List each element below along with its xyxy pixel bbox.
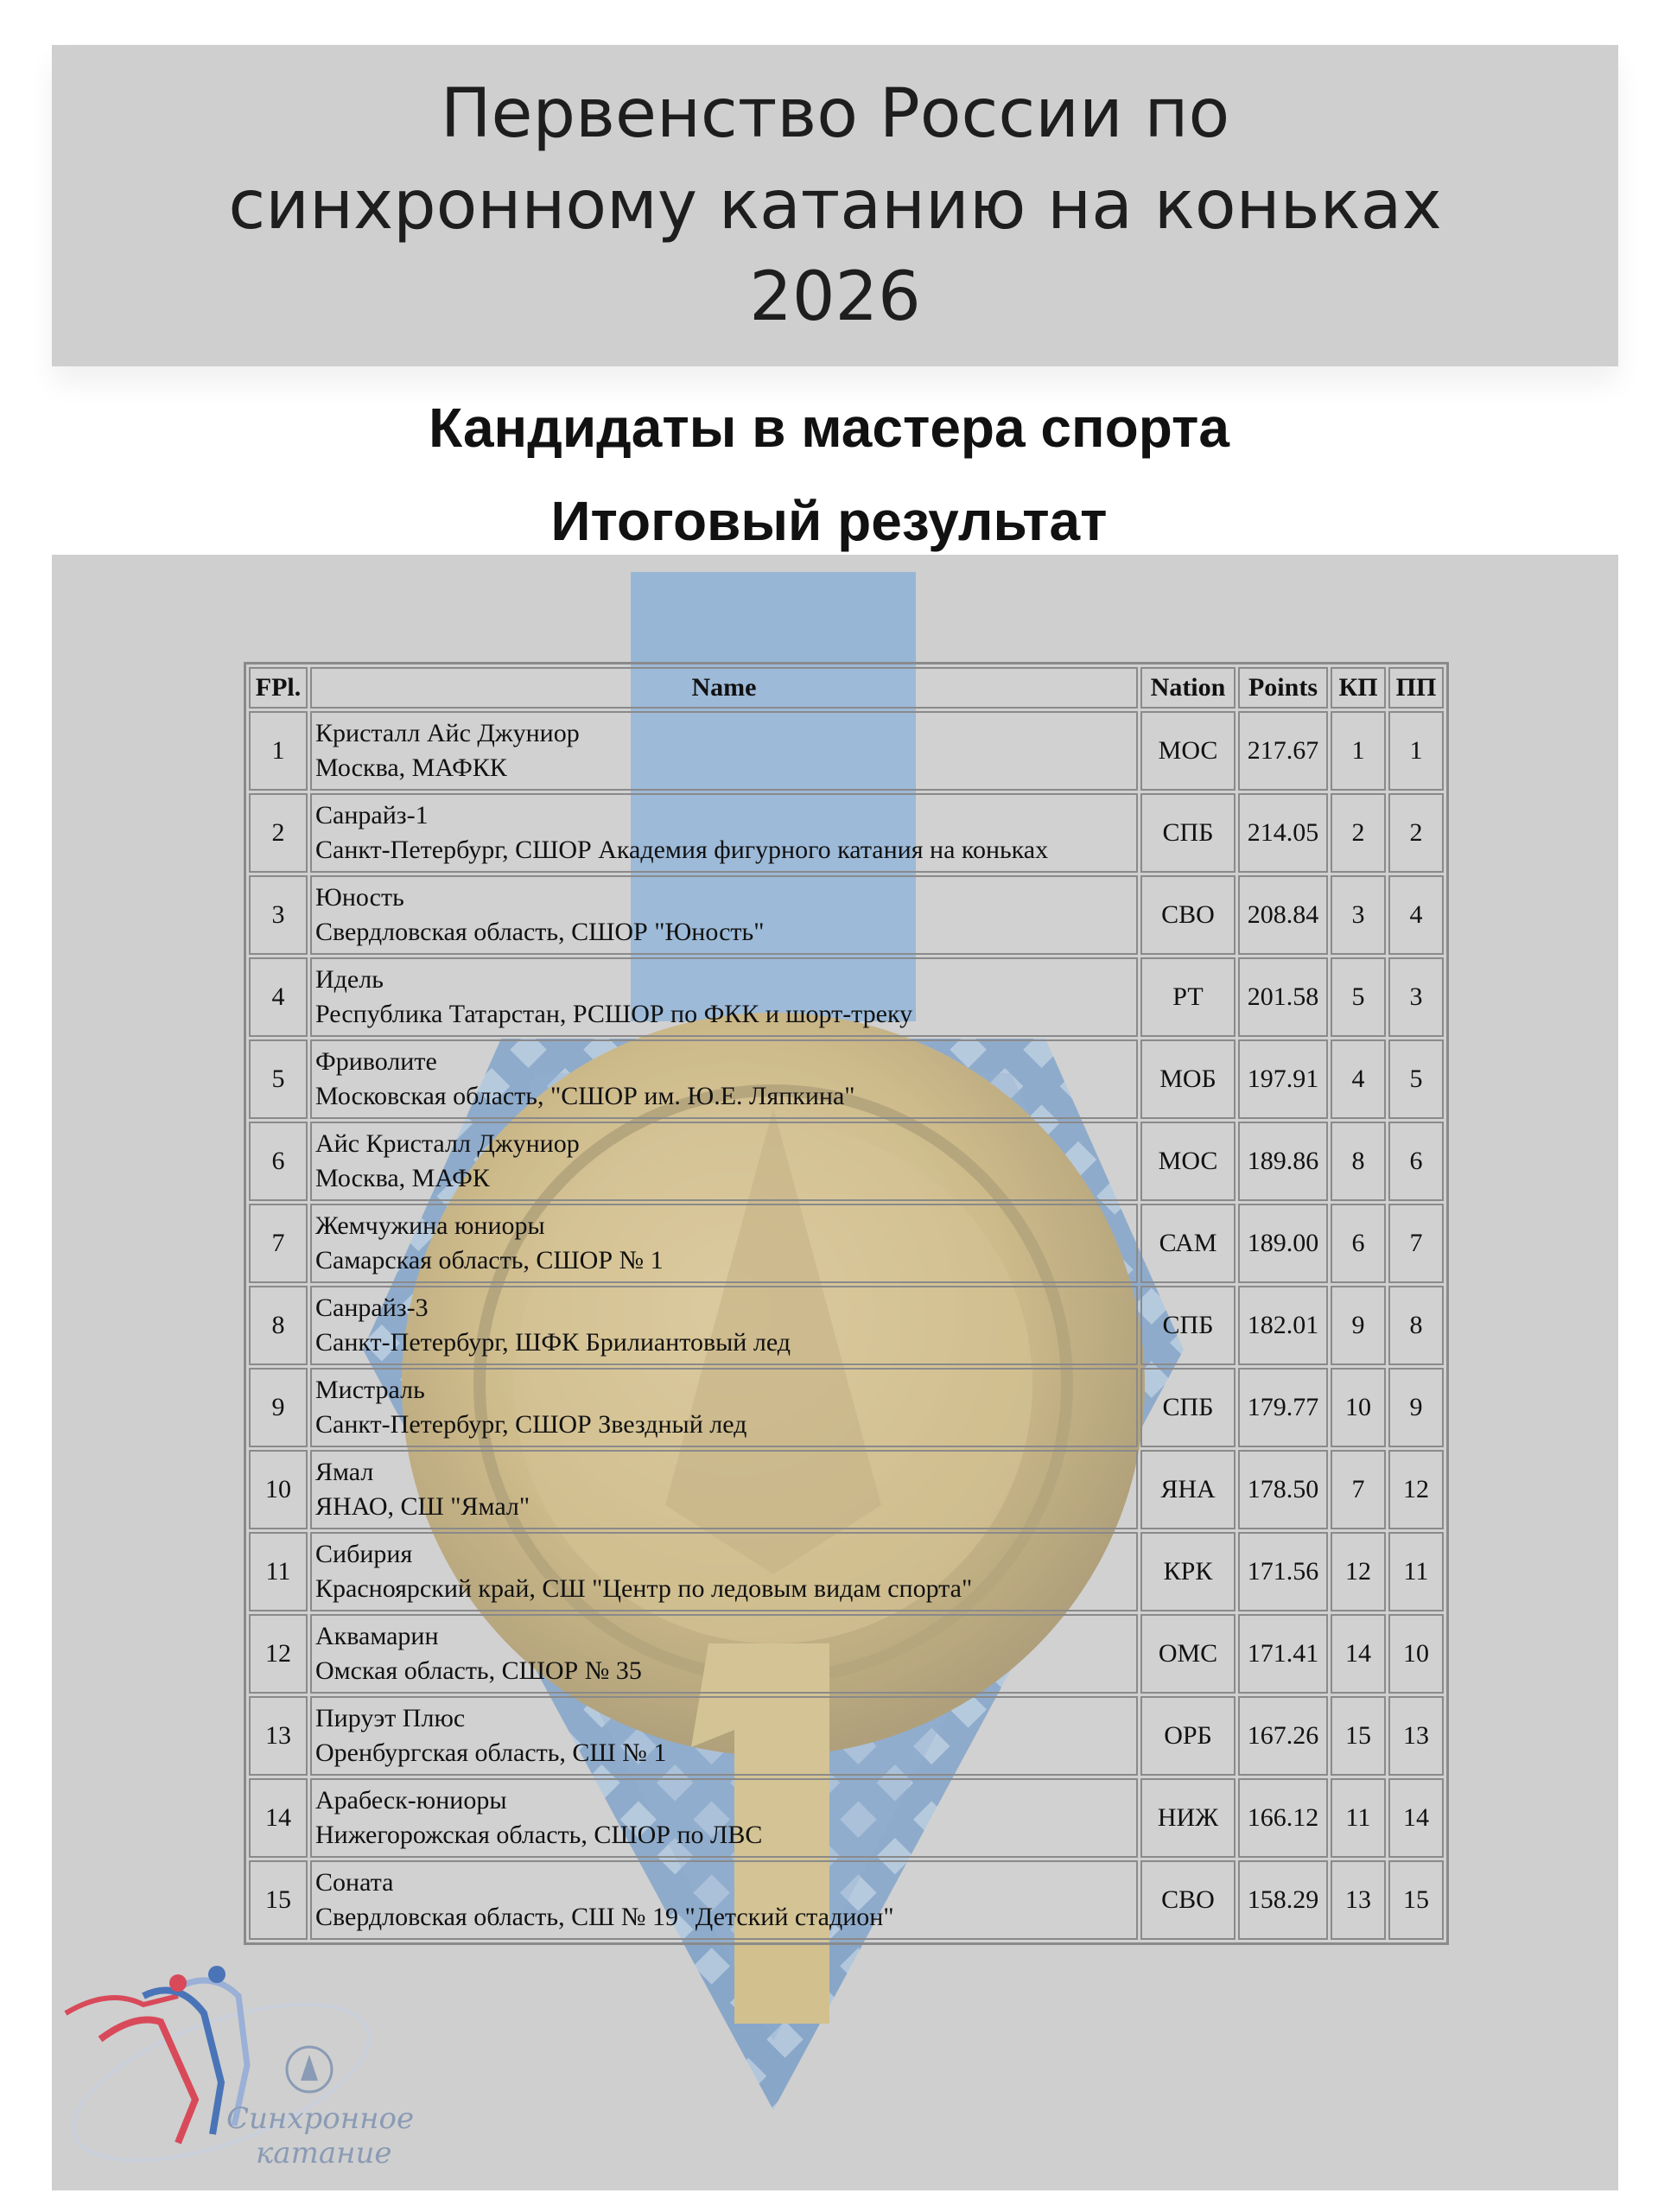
place-cell: 9 xyxy=(249,1368,308,1447)
place-cell: 4 xyxy=(249,957,308,1037)
results-body xyxy=(249,711,1444,1940)
team-club: Свердловская область, СШ № 19 "Детский стадион" xyxy=(315,1903,894,1931)
place-cell: 15 xyxy=(249,1860,308,1940)
points-cell: 208.84 xyxy=(1238,875,1328,955)
pp-cell: 1 xyxy=(1388,711,1444,791)
table-row xyxy=(249,1450,1444,1529)
nation-cell: ЯНА xyxy=(1140,1450,1236,1529)
pp-cell: 6 xyxy=(1388,1122,1444,1201)
team-club: Республика Татарстан, РСШОР по ФКК и шорт-треку xyxy=(315,1000,913,1028)
team-name: Фриволите xyxy=(315,1047,437,1076)
team-club: Московская область, "СШОР им. Ю.Е. Ляпкина" xyxy=(315,1082,855,1110)
place-cell: 12 xyxy=(249,1614,308,1694)
pp-cell: 5 xyxy=(1388,1039,1444,1119)
team-name: Юность xyxy=(315,883,404,912)
title-line-2: синхронному катанию на коньках xyxy=(228,167,1442,245)
place-cell: 3 xyxy=(249,875,308,955)
name-cell xyxy=(310,1450,1138,1529)
table-row xyxy=(249,1860,1444,1940)
name-cell xyxy=(310,875,1138,955)
name-cell xyxy=(310,1860,1138,1940)
nation-cell: РТ xyxy=(1140,957,1236,1037)
team-club: Оренбургская область, СШ № 1 xyxy=(315,1738,667,1767)
nation-cell: СПБ xyxy=(1140,1368,1236,1447)
place-cell: 7 xyxy=(249,1204,308,1283)
title-banner xyxy=(52,45,1618,366)
points-cell: 178.50 xyxy=(1238,1450,1328,1529)
pp-cell: 3 xyxy=(1388,957,1444,1037)
team-name: Жемчужина юниоры xyxy=(315,1211,545,1240)
name-cell xyxy=(310,1122,1138,1201)
name-cell xyxy=(310,1368,1138,1447)
kp-cell: 11 xyxy=(1331,1778,1386,1858)
pp-cell: 2 xyxy=(1388,793,1444,873)
place-cell: 11 xyxy=(249,1532,308,1611)
team-name: Соната xyxy=(315,1868,394,1897)
name-cell xyxy=(310,1286,1138,1365)
team-name: Идель xyxy=(315,965,384,994)
table-row xyxy=(249,1778,1444,1858)
team-name: Ямал xyxy=(315,1458,374,1486)
team-club: Москва, МАФКК xyxy=(315,753,507,782)
kp-cell: 7 xyxy=(1331,1450,1386,1529)
logo-text-line-2: катание xyxy=(256,2136,392,2171)
name-cell xyxy=(310,1039,1138,1119)
title-line-3: 2026 xyxy=(749,258,921,336)
nation-cell: МОС xyxy=(1140,711,1236,791)
team-club: Нижегорожская область, СШОР по ЛВС xyxy=(315,1821,763,1849)
pp-cell: 11 xyxy=(1388,1532,1444,1611)
kp-cell: 4 xyxy=(1331,1039,1386,1119)
column-header-points: Points xyxy=(1238,667,1328,709)
table-header-row xyxy=(249,667,1444,709)
place-cell: 1 xyxy=(249,711,308,791)
kp-cell: 10 xyxy=(1331,1368,1386,1447)
table-row xyxy=(249,1532,1444,1611)
kp-cell: 1 xyxy=(1331,711,1386,791)
nation-cell: СВО xyxy=(1140,875,1236,955)
points-cell: 214.05 xyxy=(1238,793,1328,873)
team-name: Айс Кристалл Джуниор xyxy=(315,1129,580,1158)
pp-cell: 14 xyxy=(1388,1778,1444,1858)
name-cell xyxy=(310,793,1138,873)
kp-cell: 9 xyxy=(1331,1286,1386,1365)
team-name: Мистраль xyxy=(315,1376,425,1404)
place-cell: 13 xyxy=(249,1696,308,1776)
points-cell: 179.77 xyxy=(1238,1368,1328,1447)
nation-cell: СВО xyxy=(1140,1860,1236,1940)
kp-cell: 5 xyxy=(1331,957,1386,1037)
kp-cell: 6 xyxy=(1331,1204,1386,1283)
team-name: Пируэт Плюс xyxy=(315,1704,466,1732)
pp-cell: 15 xyxy=(1388,1860,1444,1940)
points-cell: 217.67 xyxy=(1238,711,1328,791)
team-club: Свердловская область, СШОР "Юность" xyxy=(315,918,765,946)
team-club: Санкт-Петербург, СШОР Звездный лед xyxy=(315,1410,747,1439)
name-cell xyxy=(310,1778,1138,1858)
place-cell: 10 xyxy=(249,1450,308,1529)
column-header-place: FPl. xyxy=(249,667,308,709)
column-header-name: Name xyxy=(310,667,1138,709)
name-cell xyxy=(310,711,1138,791)
team-club: Самарская область, СШОР № 1 xyxy=(315,1246,664,1274)
column-header-kp: КП xyxy=(1331,667,1386,709)
place-cell: 8 xyxy=(249,1286,308,1365)
table-row xyxy=(249,957,1444,1037)
pp-cell: 7 xyxy=(1388,1204,1444,1283)
table-row xyxy=(249,875,1444,955)
pp-cell: 13 xyxy=(1388,1696,1444,1776)
points-cell: 158.29 xyxy=(1238,1860,1328,1940)
place-cell: 5 xyxy=(249,1039,308,1119)
pp-cell: 4 xyxy=(1388,875,1444,955)
kp-cell: 3 xyxy=(1331,875,1386,955)
points-cell: 201.58 xyxy=(1238,957,1328,1037)
team-name: Сибирия xyxy=(315,1540,413,1568)
pp-cell: 8 xyxy=(1388,1286,1444,1365)
place-cell: 14 xyxy=(249,1778,308,1858)
table-row xyxy=(249,1696,1444,1776)
team-club: Санкт-Петербург, ШФК Брилиантовый лед xyxy=(315,1328,791,1357)
pp-cell: 9 xyxy=(1388,1368,1444,1447)
name-cell xyxy=(310,957,1138,1037)
team-club: Красноярский край, СШ "Центр по ледовым видам спорта" xyxy=(315,1574,973,1603)
results-table xyxy=(244,662,1449,1945)
name-cell xyxy=(310,1614,1138,1694)
team-name: Кристалл Айс Джуниор xyxy=(315,719,580,747)
nation-cell: СПБ xyxy=(1140,793,1236,873)
nation-cell: САМ xyxy=(1140,1204,1236,1283)
points-cell: 167.26 xyxy=(1238,1696,1328,1776)
points-cell: 189.00 xyxy=(1238,1204,1328,1283)
team-club: Омская область, СШОР № 35 xyxy=(315,1656,642,1685)
place-cell: 6 xyxy=(249,1122,308,1201)
result-subtitle: Итоговый результат xyxy=(550,490,1108,552)
points-cell: 166.12 xyxy=(1238,1778,1328,1858)
points-cell: 197.91 xyxy=(1238,1039,1328,1119)
column-header-nation: Nation xyxy=(1140,667,1236,709)
nation-cell: КРК xyxy=(1140,1532,1236,1611)
team-name: Арабеск-юниоры xyxy=(315,1786,507,1815)
team-club: Санкт-Петербург, СШОР Академия фигурного катания на коньках xyxy=(315,836,1049,864)
table-row xyxy=(249,1286,1444,1365)
table-row xyxy=(249,793,1444,873)
kp-cell: 14 xyxy=(1331,1614,1386,1694)
team-name: Аквамарин xyxy=(315,1622,439,1650)
kp-cell: 15 xyxy=(1331,1696,1386,1776)
pp-cell: 10 xyxy=(1388,1614,1444,1694)
points-cell: 189.86 xyxy=(1238,1122,1328,1201)
table-row xyxy=(249,1122,1444,1201)
name-cell xyxy=(310,1204,1138,1283)
team-name: Санрайз-3 xyxy=(315,1294,429,1322)
pp-cell: 12 xyxy=(1388,1450,1444,1529)
name-cell xyxy=(310,1696,1138,1776)
points-cell: 171.41 xyxy=(1238,1614,1328,1694)
page-title xyxy=(75,68,1596,343)
logo-text-line-1: Синхронное xyxy=(226,2101,415,2136)
nation-cell: МОС xyxy=(1140,1122,1236,1201)
nation-cell: МОБ xyxy=(1140,1039,1236,1119)
place-cell: 2 xyxy=(249,793,308,873)
team-club: Москва, МАФК xyxy=(315,1164,490,1192)
name-cell xyxy=(310,1532,1138,1611)
title-line-1: Первенство России по xyxy=(440,75,1230,153)
table-row xyxy=(249,711,1444,791)
kp-cell: 12 xyxy=(1331,1532,1386,1611)
table-row xyxy=(249,1368,1444,1447)
points-cell: 171.56 xyxy=(1238,1532,1328,1611)
points-cell: 182.01 xyxy=(1238,1286,1328,1365)
nation-cell: СПБ xyxy=(1140,1286,1236,1365)
category-subtitle: Кандидаты в мастера спорта xyxy=(429,397,1229,459)
kp-cell: 2 xyxy=(1331,793,1386,873)
team-club: ЯНАО, СШ "Ямал" xyxy=(315,1492,530,1521)
table-row xyxy=(249,1039,1444,1119)
kp-cell: 13 xyxy=(1331,1860,1386,1940)
table-row xyxy=(249,1614,1444,1694)
nation-cell: ОМС xyxy=(1140,1614,1236,1694)
kp-cell: 8 xyxy=(1331,1122,1386,1201)
column-header-pp: ПП xyxy=(1388,667,1444,709)
team-name: Санрайз-1 xyxy=(315,801,429,830)
nation-cell: ОРБ xyxy=(1140,1696,1236,1776)
nation-cell: НИЖ xyxy=(1140,1778,1236,1858)
table-row xyxy=(249,1204,1444,1283)
